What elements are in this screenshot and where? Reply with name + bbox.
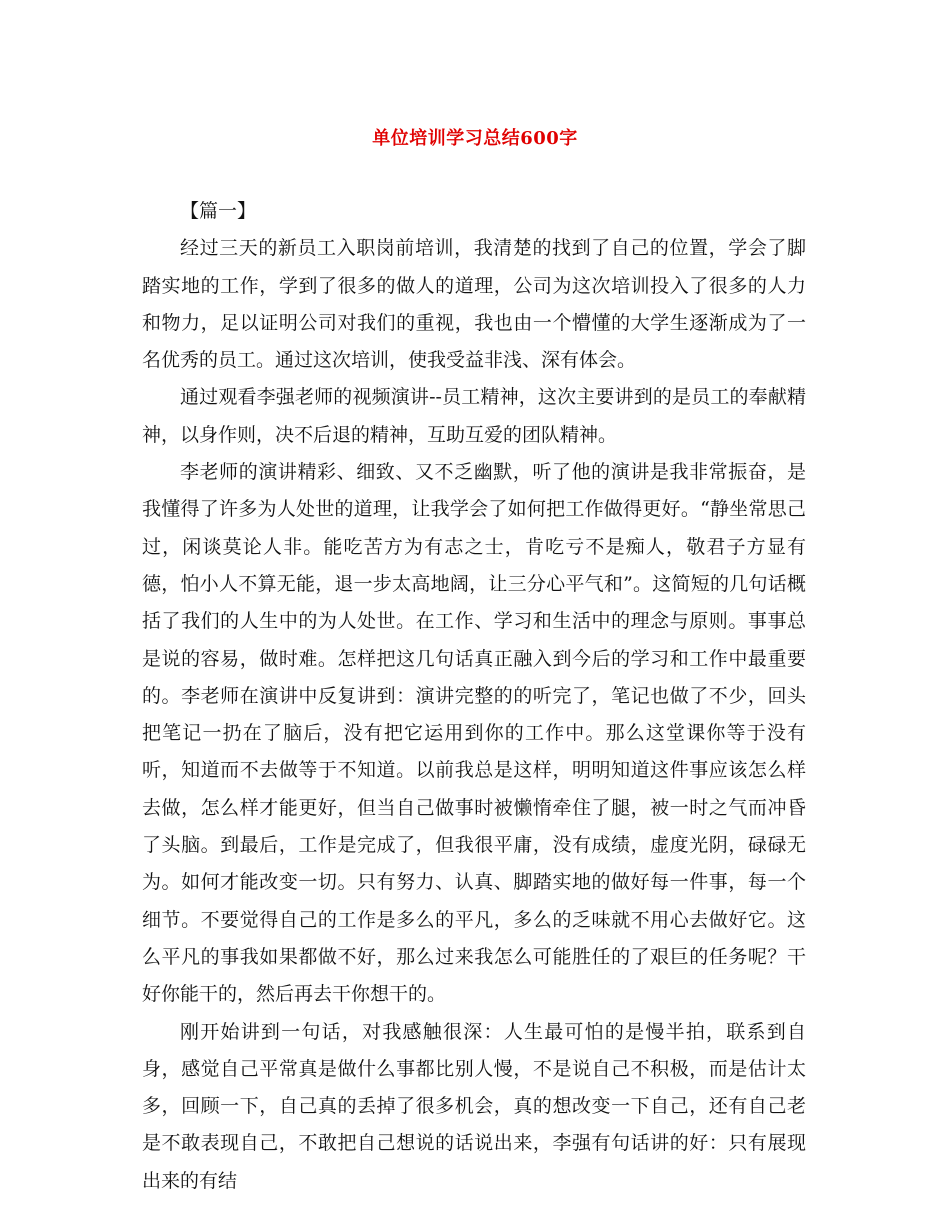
paragraph-1: 经过三天的新员工入职岗前培训，我清楚的找到了自己的位置，学会了脚踏实地的工作，学到了很多的做人的道理，公司为这次培训投入了很多的人力和物力，足以证明公司对我们的重视，我也由一个懵懂的大学生逐渐成为了一名优秀的员工。通过这次培训，使我受益非浅、深有体会。 <box>142 237 806 372</box>
paragraph-2: 通过观看李强老师的视频演讲--员工精神，这次主要讲到的是员工的奉献精神，以身作则，决不后退的精神，互助互爱的团队精神。 <box>142 386 806 446</box>
section-label: 【篇一】 <box>180 200 257 222</box>
document-body <box>142 193 806 1200</box>
paragraph-4: 刚开始讲到一句话，对我感触很深：人生最可怕的是慢半拍，联系到自身，感觉自己平常真是做什么事都比别人慢，不是说自己不积极，而是估计太多，回顾一下，自己真的丢掉了很多机会，真的想改变一下自己，还有自己老是不敢表现自己，不敢把自己想说的话说出来，李强有句话讲的好：只有展现出来的有结 <box>142 1020 806 1192</box>
paragraph-3: 李老师的演讲精彩、细致、又不乏幽默，听了他的演讲是我非常振奋，是我懂得了许多为人处世的道理，让我学会了如何把工作做得更好。“静坐常思己过，闲谈莫论人非。能吃苦方为有志之士，肯吃亏不是痴人，敬君子方显有德，怕小人不算无能，退一步太高地阔，让三分心平气和”。这简短的几句话概括了我们的人生中的为人处世。在工作、学习和生活中的理念与原则。事事总是说的容易，做时难。怎样把这几句话真正融入到今后的学习和工作中最重要的。李老师在演讲中反复讲到：演讲完整的的听完了，笔记也做了不少，回头把笔记一扔在了脑后，没有把它运用到你的工作中。那么这堂课你等于没有听，知道而不去做等于不知道。以前我总是这样，明明知道这件事应该怎么样去做，怎么样才能更好，但当自己做事时被懒惰牵住了腿，被一时之气而冲昏了头脑。到最后，工作是完成了，但我很平庸，没有成绩，虚度光阴，碌碌无为。如何才能改变一切。只有努力、认真、脚踏实地的做好每一件事，每一个细节。不要觉得自己的工作是多么的平凡，多么的乏味就不用心去做好它。这么平凡的事我如果都做不好，那么过来我怎么可能胜任的了艰巨的任务呢？干好你能干的，然后再去干你想干的。 <box>142 461 806 1006</box>
document-title: 单位培训学习总结600字 <box>372 128 578 149</box>
